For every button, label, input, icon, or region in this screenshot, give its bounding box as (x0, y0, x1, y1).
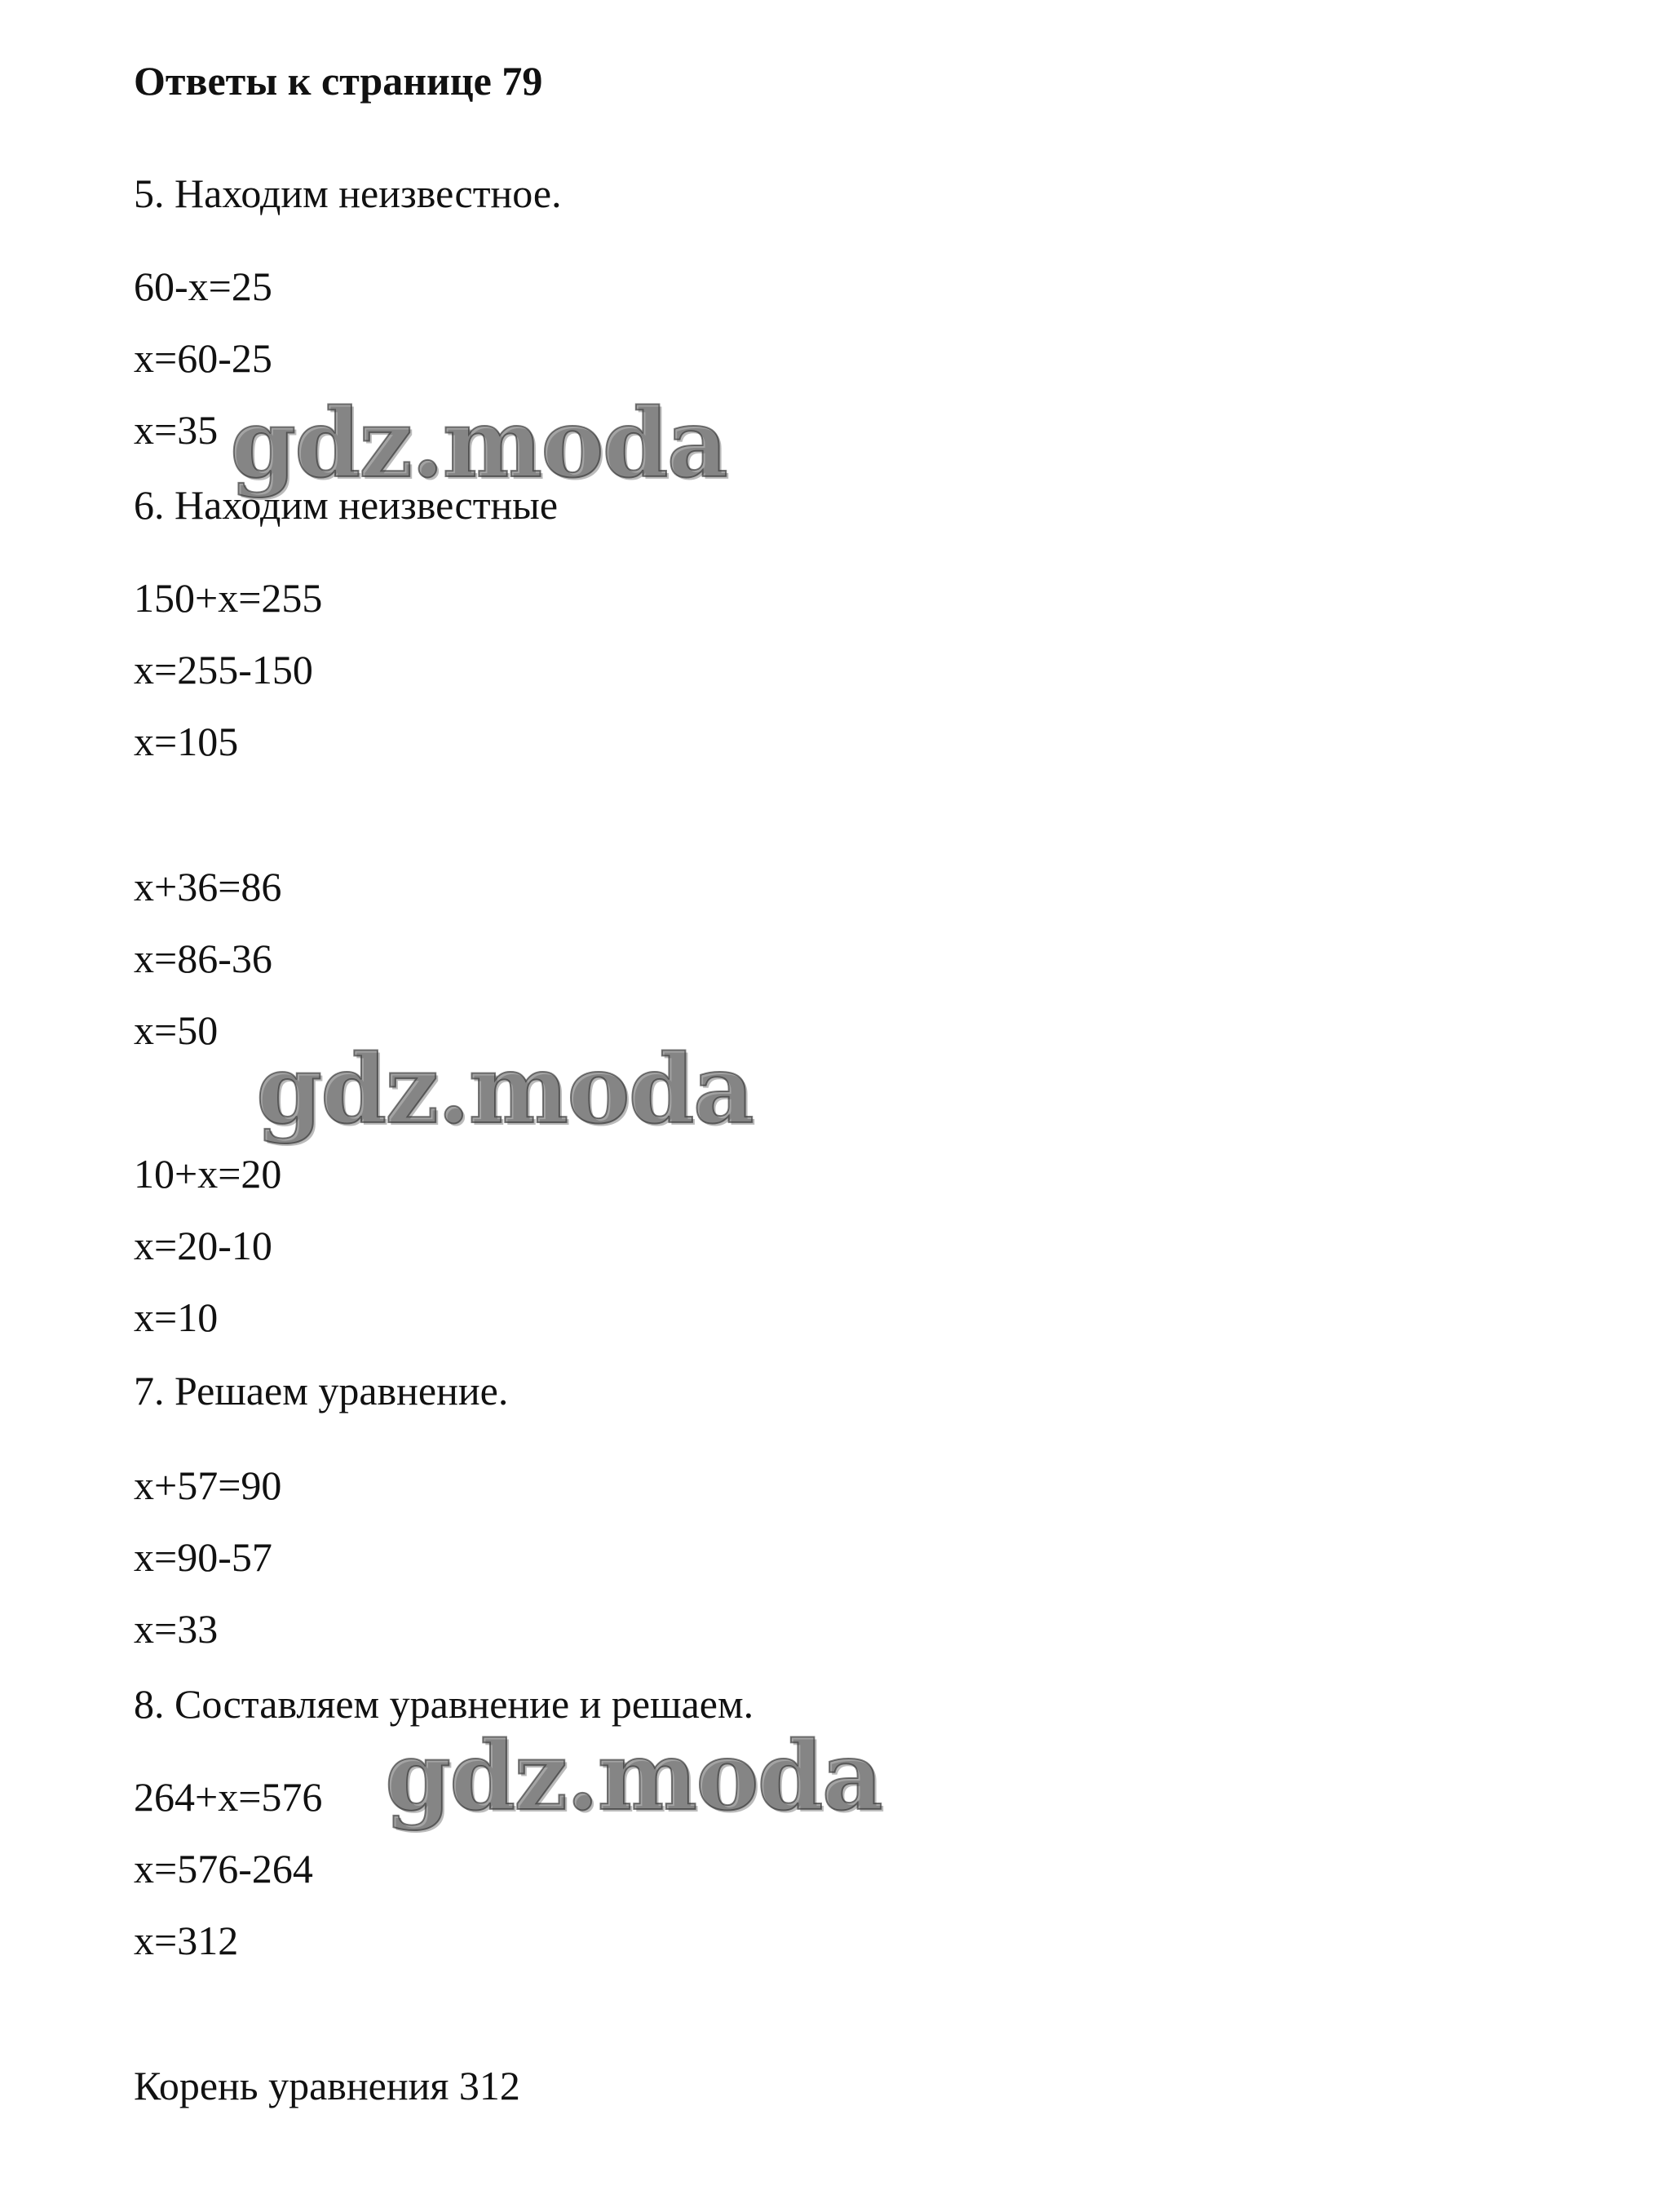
task-6-group-3-line-3: x=10 (134, 1294, 219, 1340)
task-6-group-1-line-2: x=255-150 (134, 647, 313, 692)
task-7-line-3: x=33 (134, 1606, 219, 1652)
task-6-group-1-line-3: x=105 (134, 719, 239, 764)
task-7-line-1: x+57=90 (134, 1462, 282, 1508)
task-6-heading: 6. Находим неизвестные (134, 482, 559, 528)
task-5-line-1: 60-x=25 (134, 263, 272, 309)
watermark-3: gdz.moda (385, 1721, 882, 1832)
page-title: Ответы к странице 79 (134, 58, 543, 104)
watermark-1: gdz.moda (230, 388, 727, 499)
task-6-group-2-line-2: x=86-36 (134, 936, 272, 981)
task-5-line-2: x=60-25 (134, 335, 272, 381)
task-6-group-1-line-1: 150+x=255 (134, 575, 323, 621)
task-6-group-2-line-3: x=50 (134, 1007, 219, 1053)
task-8-line-2: x=576-264 (134, 1846, 313, 1891)
task-8-conclusion: Корень уравнения 312 (134, 2063, 520, 2108)
task-5-heading: 5. Находим неизвестное. (134, 170, 562, 216)
task-6-group-2-line-1: x+36=86 (134, 864, 282, 909)
task-8-line-1: 264+x=576 (134, 1774, 323, 1820)
task-8-heading: 8. Составляем уравнение и решаем. (134, 1681, 754, 1727)
task-5-line-3: x=35 (134, 407, 219, 453)
task-7-line-2: x=90-57 (134, 1534, 272, 1580)
task-8-line-3: x=312 (134, 1918, 239, 1963)
task-6-group-3-line-2: x=20-10 (134, 1223, 272, 1268)
task-6-group-3-line-1: 10+x=20 (134, 1151, 282, 1197)
task-7-heading: 7. Решаем уравнение. (134, 1368, 509, 1413)
watermark-2: gdz.moda (256, 1034, 753, 1145)
